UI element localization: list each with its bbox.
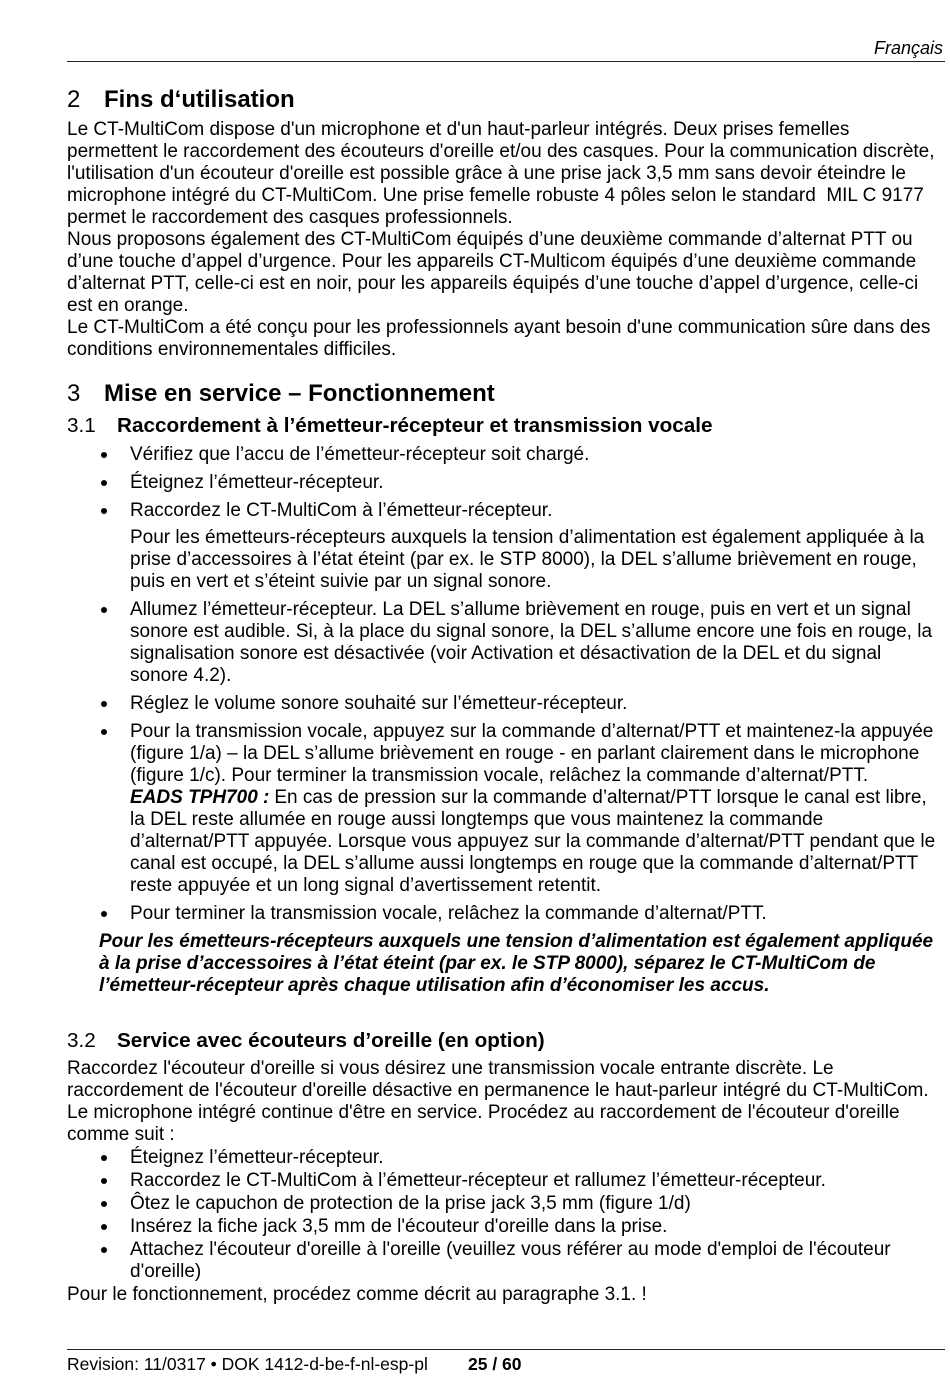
- section-2-body: [67, 119, 935, 361]
- text-line: Nous proposons également des CT-MultiCom équipés d’une deuxième commande d’alternat PTT ou: [67, 229, 913, 250]
- subsection-number: 3.1: [67, 414, 96, 437]
- text-line: Ôtez le capuchon de protection de la prise jack 3,5 mm (figure 1/d): [130, 1193, 691, 1214]
- bullet-icon: [101, 1247, 107, 1253]
- text-line: sonore est audible. Si, à la place du signal sonore, la DEL s’allume encore une fois en rouge, la: [130, 621, 933, 642]
- text-line: d’alternat/PTT appuyée. Lorsque vous appuyez sur la commande d’alternat/PTT pendant que le: [130, 831, 936, 852]
- text-line: Insérez la fiche jack 3,5 mm de l'écouteur d'oreille dans la prise.: [130, 1216, 668, 1237]
- earphone-steps-list: [130, 1147, 891, 1284]
- list-item: [130, 500, 552, 522]
- list-item: [130, 1147, 891, 1169]
- text-line: conditions environnementales difficiles.: [67, 339, 397, 360]
- closing-paragraph: [67, 1284, 647, 1306]
- text-line: microphone intégré du CT-MultiCom. Une prise femelle robuste 4 pôles selon le standard MIL C 9177: [67, 185, 924, 206]
- list-item: [130, 1170, 891, 1192]
- text-line: raccordement de l'écouteur d'oreille désactive en permanence le haut-parleur intégré du CT-MultiCom.: [67, 1080, 929, 1101]
- text-line: comme suit :: [67, 1124, 175, 1145]
- text-line: d’une touche d’appel d’urgence. Pour les appareils CT-Multicom équipés d’une deuxième commande: [67, 251, 917, 272]
- subsection-number: 3.2: [67, 1029, 96, 1052]
- page-number: 25 / 60: [468, 1354, 522, 1374]
- text-line: prise d’accessoires à l’état éteint (par ex. le STP 8000), la DEL s’allume brièvement en rouge,: [130, 549, 917, 570]
- bullet-icon: [101, 1178, 107, 1184]
- bullet-icon: [101, 1155, 107, 1161]
- section-number: 3: [67, 380, 81, 407]
- list-item: [130, 693, 627, 715]
- text-line: reste appuyée et un long signal d’avertissement retentit.: [130, 875, 602, 896]
- bullet-icon: [101, 911, 107, 917]
- list-item: [130, 1239, 891, 1283]
- text-line: Raccordez le CT-MultiCom à l’émetteur-récepteur et rallumez l’émetteur-récepteur.: [130, 1170, 826, 1191]
- text-line: Éteignez l’émetteur-récepteur.: [130, 1147, 384, 1168]
- section-number: 2: [67, 86, 81, 113]
- text-line: d’alternat PTT, celle-ci est en noir, pour les appareils équipés d’une touche d’appel d’urgence, celle-ci: [67, 273, 919, 294]
- text-line: puis en vert et s’éteint suivie par un signal sonore.: [130, 571, 552, 592]
- text-line: Allumez l’émetteur-récepteur. La DEL s’allume brièvement en rouge, puis en vert et un signal: [130, 599, 911, 620]
- bullet-icon: [101, 480, 107, 486]
- bullet-icon: [101, 508, 107, 514]
- section-title: Fins d‘utilisation: [104, 86, 295, 113]
- bullet-icon: [101, 1224, 107, 1230]
- eads-line: [130, 787, 935, 809]
- text-line: Attachez l'écouteur d'oreille à l'oreille (veuillez vous référer au mode d'emploi de l'écouteur: [130, 1239, 891, 1260]
- language-label: Français: [873, 38, 943, 58]
- text-line: d'oreille): [130, 1261, 202, 1282]
- text-line: Pour les émetteurs-récepteurs auxquels la tension d’alimentation est également appliquée à la: [130, 527, 925, 548]
- subsection-3-2-body: [67, 1058, 929, 1146]
- text-line: (figure 1/c). Pour terminer la transmission vocale, relâchez la commande d’alternat/PTT.: [130, 765, 869, 786]
- text-line: Pour terminer la transmission vocale, relâchez la commande d’alternat/PTT.: [130, 903, 767, 924]
- text-line: signalisation sonore est désactivée (voir Activation et désactivation de la DEL et du signal: [130, 643, 882, 664]
- list-item: [130, 1193, 891, 1215]
- revision-label: Revision: 11/0317 • DOK 1412-d-be-f-nl-esp-pl: [67, 1354, 428, 1374]
- text-line: est en orange.: [67, 295, 189, 316]
- text-line: permet le raccordement des casques professionnels.: [67, 207, 513, 228]
- eads-text: En cas de pression sur la commande d’alternat/PTT lorsque le canal est libre,: [274, 787, 927, 808]
- text-line: Raccordez l'écouteur d'oreille si vous désirez une transmission vocale entrante discrète. Le: [67, 1058, 834, 1079]
- list-item: [130, 444, 589, 466]
- list-item: [130, 721, 935, 897]
- text-line: la DEL reste allumée en rouge aussi longtemps que vous maintenez la commande: [130, 809, 824, 830]
- list-item: [130, 472, 383, 494]
- text-line: Le microphone intégré continue d'être en service. Procédez au raccordement de l'écouteur d'oreille: [67, 1102, 900, 1123]
- text-line: à la prise d’accessoires à l’état éteint (par ex. le STP 8000), séparez le CT-MultiCom de: [99, 953, 876, 974]
- text-line: Le CT-MultiCom a été conçu pour les professionnels ayant besoin d'une communication sûre dans des: [67, 317, 931, 338]
- header-rule: [67, 61, 945, 62]
- text-line: l'utilisation d'un écouteur d'oreille est possible grâce à une prise jack 3,5 mm sans devoir éteindre le: [67, 163, 906, 184]
- bullet-icon: [101, 607, 107, 613]
- text-line: Réglez le volume sonore souhaité sur l’émetteur-récepteur.: [130, 693, 628, 714]
- text-line: Vérifiez que l’accu de l’émetteur-récepteur soit chargé.: [130, 444, 590, 465]
- bullet-icon: [101, 701, 107, 707]
- connect-detail-paragraph: [130, 527, 924, 593]
- section-title: Mise en service – Fonctionnement: [104, 380, 495, 407]
- text-line: (figure 1/a) – la DEL s’allume brièvement en rouge - en parlant clairement dans le microphone: [130, 743, 920, 764]
- text-line: canal est occupé, la DEL s’allume aussi longtemps en rouge que la commande d’alternat/PTT: [130, 853, 919, 874]
- section-2-heading: [67, 85, 295, 115]
- section-3-heading: [67, 379, 495, 409]
- subsection-title: Raccordement à l’émetteur-récepteur et transmission vocale: [117, 414, 713, 437]
- subsection-3-2-heading: [67, 1028, 545, 1054]
- text-line: Raccordez le CT-MultiCom à l’émetteur-récepteur.: [130, 500, 553, 521]
- text-line: permettent le raccordement des écouteurs d'oreille et/ou des casques. Pour la communication discrète,: [67, 141, 935, 162]
- text-line: Éteignez l’émetteur-récepteur.: [130, 472, 384, 493]
- text-line: sonore 4.2).: [130, 665, 232, 686]
- list-item: [130, 903, 767, 925]
- text-line: Pour le fonctionnement, procédez comme décrit au paragraphe 3.1. !: [67, 1284, 647, 1305]
- bullet-icon: [101, 1201, 107, 1207]
- footer-rule: [67, 1349, 945, 1350]
- list-item: [130, 599, 932, 687]
- subsection-title: Service avec écouteurs d’oreille (en option): [117, 1029, 545, 1052]
- bullet-icon: [101, 729, 107, 735]
- subsection-3-1-heading: [67, 413, 713, 439]
- text-line: Pour les émetteurs-récepteurs auxquels une tension d’alimentation est également appliquée: [99, 931, 934, 952]
- eads-label: EADS TPH700 :: [130, 787, 270, 808]
- text-line: Pour la transmission vocale, appuyez sur la commande d’alternat/PTT et maintenez-la appuyée: [130, 721, 934, 742]
- text-line: l’émetteur-récepteur après chaque utilisation afin d’économiser les accus.: [99, 975, 770, 996]
- text-line: Le CT-MultiCom dispose d'un microphone et d'un haut-parleur intégrés. Deux prises femelles: [67, 119, 850, 140]
- warning-note: [99, 931, 933, 997]
- bullet-icon: [101, 452, 107, 458]
- list-item: [130, 1216, 891, 1238]
